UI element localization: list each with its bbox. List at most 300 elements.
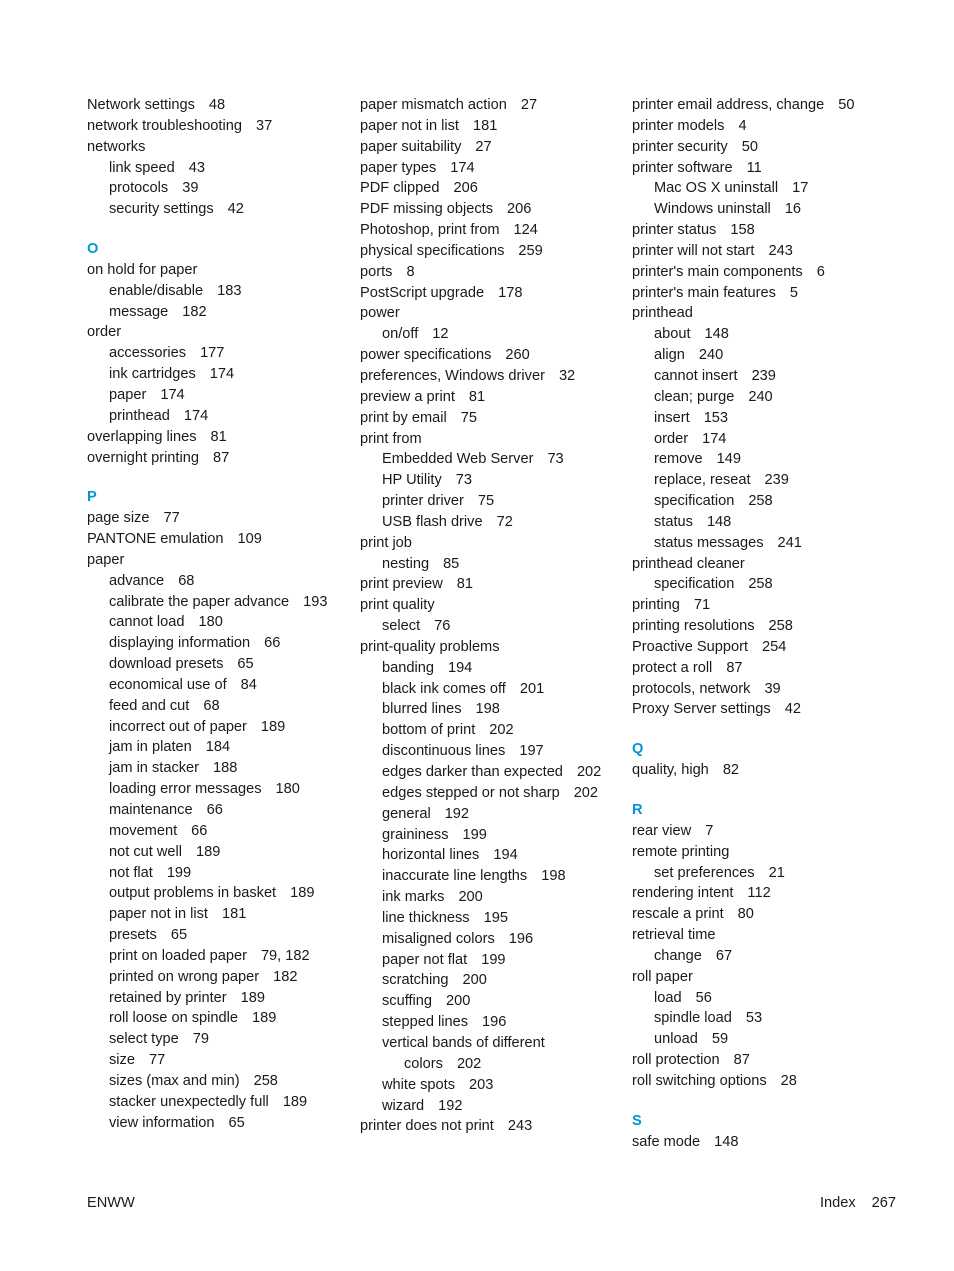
index-entry xyxy=(632,1071,894,1092)
index-entry xyxy=(632,821,894,842)
index-page-ref: 43 xyxy=(188,159,205,176)
index-subentry xyxy=(87,883,349,904)
index-term: print-quality problems xyxy=(360,638,500,655)
index-subentry xyxy=(87,779,349,800)
index-page-ref: 202 xyxy=(489,722,514,739)
index-entry xyxy=(632,658,894,679)
index-term: wizard xyxy=(382,1097,425,1114)
index-page-ref: 5 xyxy=(789,284,799,301)
index-subentry xyxy=(87,1113,349,1134)
index-term: protocols xyxy=(109,180,169,197)
index-term: align xyxy=(654,347,685,364)
index-subentry xyxy=(87,158,349,179)
index-page-ref: 192 xyxy=(444,805,470,822)
index-term: print from xyxy=(360,430,422,447)
index-page-ref: 87 xyxy=(212,449,230,466)
index-term: rear view xyxy=(632,822,692,839)
index-subentry xyxy=(360,616,622,637)
index-page-ref: 8 xyxy=(406,263,415,280)
index-subentry xyxy=(632,449,894,470)
index-page-ref: 202 xyxy=(573,784,599,801)
index-page-ref: 32 xyxy=(558,367,576,384)
index-entry xyxy=(360,637,622,658)
index-page-ref: 73 xyxy=(547,451,564,468)
index-page-ref: 180 xyxy=(198,614,223,631)
index-page-ref: 68 xyxy=(203,697,220,714)
index-page-ref: 240 xyxy=(698,347,724,364)
index-page-ref: 59 xyxy=(711,1031,729,1048)
index-page-ref: 240 xyxy=(748,388,773,405)
index-term: power specifications xyxy=(360,347,492,364)
index-entry xyxy=(360,533,622,554)
index-subentry xyxy=(87,696,349,717)
index-subentry xyxy=(360,554,622,575)
index-page-ref: 81 xyxy=(456,576,473,593)
index-page-ref: 28 xyxy=(780,1072,797,1089)
index-entry xyxy=(360,345,622,366)
index-subentry xyxy=(87,199,349,220)
index-term: on hold for paper xyxy=(87,261,198,278)
index-entry xyxy=(632,241,894,262)
index-page-ref: 258 xyxy=(748,576,773,593)
index-page-ref: 50 xyxy=(741,138,758,155)
index-subentry xyxy=(87,654,349,675)
index-entry xyxy=(87,508,349,529)
index-entry xyxy=(87,260,349,281)
index-entry xyxy=(360,387,622,408)
index-term: insert xyxy=(654,409,690,426)
footer-doc-code: ENWW xyxy=(87,1195,135,1211)
index-term: USB flash drive xyxy=(382,513,483,530)
index-term: printer software xyxy=(632,159,733,176)
index-term: nesting xyxy=(382,555,430,572)
index-page-ref: 199 xyxy=(166,864,192,881)
index-page-ref: 39 xyxy=(764,680,781,697)
index-term: white spots xyxy=(382,1076,456,1093)
index-page-ref: 148 xyxy=(704,326,729,343)
index-entry xyxy=(360,595,622,616)
index-page-ref: 239 xyxy=(751,367,776,384)
index-entry xyxy=(632,842,894,863)
index-subentry xyxy=(87,1071,349,1092)
index-subentry xyxy=(87,364,349,385)
index-page-ref: 206 xyxy=(507,201,532,218)
index-subentry xyxy=(87,821,349,842)
index-entry xyxy=(360,283,622,304)
index-subentry xyxy=(632,533,894,554)
index-term: jam in platen xyxy=(109,739,192,756)
index-page-ref: 66 xyxy=(264,635,281,652)
index-subentry xyxy=(360,950,622,971)
index-page-ref: 27 xyxy=(520,97,538,113)
index-page-ref: 174 xyxy=(183,407,209,424)
index-term: safe mode xyxy=(632,1133,701,1150)
index-term: bottom of print xyxy=(382,722,476,739)
index-page-ref: 112 xyxy=(747,885,771,902)
index-subentry xyxy=(632,408,894,429)
index-entry xyxy=(632,116,894,137)
index-term: order xyxy=(654,430,689,447)
index-term: unload xyxy=(654,1031,698,1048)
index-page-ref: 200 xyxy=(462,972,487,989)
index-subentry xyxy=(87,988,349,1009)
index-term: printer does not print xyxy=(360,1118,494,1135)
index-term: banding xyxy=(382,659,434,676)
index-entry xyxy=(360,303,622,324)
index-page-ref: 75 xyxy=(477,493,495,510)
index-column-2 xyxy=(360,95,622,1137)
index-subentry xyxy=(360,512,622,533)
index-subentry xyxy=(87,343,349,364)
index-term: paper mismatch action xyxy=(360,97,507,113)
index-subentry xyxy=(632,512,894,533)
index-entry xyxy=(632,95,894,116)
index-page-ref: 158 xyxy=(730,222,755,239)
index-page-ref: 73 xyxy=(455,472,472,489)
index-entry xyxy=(360,408,622,429)
index-term: Proactive Support xyxy=(632,638,749,655)
index-subentry xyxy=(360,866,622,887)
index-page-ref: 180 xyxy=(275,781,300,798)
index-subentry xyxy=(632,1029,894,1050)
index-term: PANTONE emulation xyxy=(87,531,224,548)
index-term: misaligned colors xyxy=(382,930,495,947)
index-page-ref: 42 xyxy=(227,201,244,218)
index-page-ref: 16 xyxy=(784,201,802,218)
index-term: printhead xyxy=(632,305,693,322)
index-subentry xyxy=(87,592,349,613)
index-term: rendering intent xyxy=(632,885,734,902)
index-page-ref: 188 xyxy=(213,760,238,777)
index-term: black ink comes off xyxy=(382,680,506,697)
index-page-ref: 68 xyxy=(178,572,195,589)
index-page-ref: 196 xyxy=(508,930,534,947)
index-page-ref: 39 xyxy=(182,180,199,197)
index-subentry xyxy=(360,762,622,783)
index-term: ink marks xyxy=(382,889,445,906)
index-page-ref: 182 xyxy=(182,303,207,320)
index-page-ref: 66 xyxy=(191,822,208,839)
index-page-ref: 241 xyxy=(777,534,802,551)
index-subentry xyxy=(360,470,622,491)
index-entry xyxy=(87,137,349,158)
index-entry xyxy=(360,95,622,116)
index-entry xyxy=(632,679,894,700)
index-subentry xyxy=(632,429,894,450)
index-term: inaccurate line lengths xyxy=(382,868,528,885)
index-term: colors xyxy=(404,1055,443,1072)
index-term: sizes (max and min) xyxy=(109,1072,240,1089)
index-page-ref: 195 xyxy=(483,909,508,926)
index-term: paper xyxy=(87,551,125,568)
index-entry xyxy=(632,137,894,158)
index-term: replace, reseat xyxy=(654,472,751,489)
index-subentry xyxy=(87,842,349,863)
index-page-ref: 194 xyxy=(493,847,518,864)
index-page-ref: 37 xyxy=(255,117,273,134)
index-page-ref: 197 xyxy=(519,743,544,760)
index-term: printing xyxy=(632,597,680,614)
index-term: print quality xyxy=(360,597,435,614)
index-page-ref: 72 xyxy=(496,513,513,530)
index-page-ref: 258 xyxy=(748,493,773,510)
index-term: paper suitability xyxy=(360,138,462,155)
index-entry xyxy=(632,158,894,179)
index-term: printed on wrong paper xyxy=(109,968,260,985)
index-term: quality, high xyxy=(632,762,709,779)
index-subentry xyxy=(632,491,894,512)
index-term: feed and cut xyxy=(109,697,190,714)
index-term: roll paper xyxy=(632,968,693,985)
index-subentry xyxy=(87,612,349,633)
index-subentry xyxy=(87,737,349,758)
index-entry xyxy=(87,116,349,137)
index-subentry xyxy=(87,178,349,199)
index-term: cannot load xyxy=(109,614,185,631)
index-term: spindle load xyxy=(654,1010,732,1027)
index-term: economical use of xyxy=(109,676,227,693)
index-term: Proxy Server settings xyxy=(632,701,771,718)
index-entry xyxy=(87,550,349,571)
index-term: roll loose on spindle xyxy=(109,1010,238,1027)
footer-right xyxy=(820,1192,896,1214)
index-term: preview a print xyxy=(360,388,455,405)
index-subentry xyxy=(360,845,622,866)
index-page-ref: 260 xyxy=(505,347,530,364)
index-letter-heading: Q xyxy=(632,741,644,758)
index-term: Network settings xyxy=(87,97,195,113)
index-page-ref: 77 xyxy=(148,1052,166,1069)
index-page-ref: 198 xyxy=(475,701,500,718)
index-page-ref: 189 xyxy=(240,989,265,1006)
index-subentry xyxy=(360,741,622,762)
index-page-ref: 48 xyxy=(208,97,226,113)
index-page-ref: 243 xyxy=(507,1118,533,1135)
index-term: movement xyxy=(109,822,178,839)
index-page-ref: 124 xyxy=(513,222,538,239)
index-entry xyxy=(360,137,622,158)
index-entry xyxy=(87,448,349,469)
index-page-ref: 199 xyxy=(481,951,506,968)
index-entry xyxy=(632,967,894,988)
index-term: general xyxy=(382,805,431,822)
index-subentry xyxy=(360,970,622,991)
index-entry xyxy=(360,1116,622,1137)
index-page-ref: 174 xyxy=(450,159,475,176)
index-page-ref: 189 xyxy=(252,1010,277,1027)
index-page-ref: 12 xyxy=(432,326,449,343)
index-term: stepped lines xyxy=(382,1014,469,1031)
index-entry xyxy=(632,925,894,946)
index-page-ref: 196 xyxy=(482,1014,507,1031)
index-page-ref: 203 xyxy=(469,1076,494,1093)
index-subentry xyxy=(87,925,349,946)
index-subentry xyxy=(360,1054,622,1075)
index-page-ref: 181 xyxy=(472,117,498,134)
index-page-ref: 192 xyxy=(438,1097,463,1114)
index-subentry xyxy=(360,1075,622,1096)
index-page-ref: 258 xyxy=(253,1072,278,1089)
index-term: PostScript upgrade xyxy=(360,284,485,301)
index-entry xyxy=(360,178,622,199)
index-page-ref: 148 xyxy=(706,513,732,530)
index-subentry xyxy=(632,199,894,220)
index-entry xyxy=(632,595,894,616)
index-term: print on loaded paper xyxy=(109,947,247,964)
index-page-ref: 178 xyxy=(498,284,523,301)
index-entry xyxy=(632,220,894,241)
index-term: load xyxy=(654,989,682,1006)
index-subentry xyxy=(87,675,349,696)
index-subentry xyxy=(632,324,894,345)
index-page-ref: 79 xyxy=(192,1031,209,1048)
index-term: scratching xyxy=(382,972,449,989)
index-entry xyxy=(632,760,894,781)
index-subentry xyxy=(360,1012,622,1033)
index-subentry xyxy=(360,825,622,846)
index-subentry xyxy=(360,887,622,908)
index-subentry xyxy=(632,345,894,366)
index-subentry xyxy=(87,302,349,323)
index-term: incorrect out of paper xyxy=(109,718,247,735)
index-entry xyxy=(360,220,622,241)
index-entry xyxy=(360,574,622,595)
index-term: specification xyxy=(654,493,735,510)
index-page-ref: 87 xyxy=(733,1052,750,1069)
index-page-ref: 7 xyxy=(705,822,714,839)
index-subentry xyxy=(87,1008,349,1029)
index-subentry xyxy=(632,470,894,491)
index-term: paper types xyxy=(360,159,437,176)
index-subentry xyxy=(632,1008,894,1029)
index-subentry xyxy=(87,967,349,988)
index-term: ports xyxy=(360,263,393,280)
index-term: printer driver xyxy=(382,493,464,510)
index-page-ref: 189 xyxy=(196,843,221,860)
index-subentry xyxy=(87,281,349,302)
footer-section-label: Index xyxy=(819,1195,856,1211)
index-term: printhead xyxy=(109,407,170,424)
index-term: print job xyxy=(360,534,412,551)
index-term: not cut well xyxy=(109,843,183,860)
index-page-ref: 182 xyxy=(273,968,298,985)
index-term: printhead cleaner xyxy=(632,555,745,572)
index-page-ref: 84 xyxy=(240,676,257,693)
index-term: link speed xyxy=(109,159,175,176)
index-page-ref: 76 xyxy=(434,618,451,635)
index-term: change xyxy=(654,947,702,964)
index-term: retrieval time xyxy=(632,927,716,944)
index-column-3 xyxy=(632,95,894,1153)
index-subentry xyxy=(360,699,622,720)
index-entry xyxy=(632,1132,894,1153)
index-page-ref: 65 xyxy=(237,656,254,673)
index-term: view information xyxy=(109,1114,215,1131)
index-term: Photoshop, print from xyxy=(360,222,500,239)
index-page-ref: 201 xyxy=(519,680,545,697)
index-subentry xyxy=(360,783,622,804)
index-page-ref: 42 xyxy=(784,701,801,718)
index-page-ref: 174 xyxy=(702,430,727,447)
index-term: line thickness xyxy=(382,909,470,926)
index-subentry xyxy=(87,1092,349,1113)
index-term: status xyxy=(654,513,693,530)
index-subentry xyxy=(360,720,622,741)
footer-left xyxy=(87,1192,135,1214)
index-page-ref: 199 xyxy=(462,826,487,843)
index-entry xyxy=(360,199,622,220)
index-term: PDF clipped xyxy=(360,180,440,197)
index-subentry xyxy=(632,574,894,595)
index-term: specification xyxy=(654,576,735,593)
index-term: network troubleshooting xyxy=(87,117,242,134)
index-subentry xyxy=(360,908,622,929)
index-letter-heading: R xyxy=(632,802,643,818)
index-term: horizontal lines xyxy=(382,847,480,864)
index-page-ref: 66 xyxy=(206,802,223,818)
index-term: Windows uninstall xyxy=(654,201,771,218)
index-page-ref: 174 xyxy=(160,386,185,403)
index-term: set preferences xyxy=(654,864,755,881)
index-subentry xyxy=(87,406,349,427)
index-subentry xyxy=(87,904,349,925)
index-page-ref: 80 xyxy=(737,906,754,923)
index-subentry xyxy=(87,800,349,821)
index-term: overnight printing xyxy=(87,449,199,466)
index-term: cannot insert xyxy=(654,367,738,384)
index-page-ref: 202 xyxy=(456,1055,482,1072)
index-page-ref: 109 xyxy=(237,531,262,548)
index-page-ref: 181 xyxy=(221,906,247,923)
index-page-ref: 77 xyxy=(163,510,180,527)
index-term: paper not flat xyxy=(382,951,468,968)
index-entry xyxy=(360,366,622,387)
index-term: printer security xyxy=(632,138,728,155)
index-term: presets xyxy=(109,927,157,944)
index-subentry xyxy=(632,946,894,967)
index-term: printer's main features xyxy=(632,284,776,301)
index-term: Mac OS X uninstall xyxy=(654,180,779,197)
index-page-ref: 259 xyxy=(518,242,543,259)
index-page-ref: 148 xyxy=(714,1133,739,1150)
index-term: retained by printer xyxy=(109,989,227,1006)
index-entry xyxy=(632,262,894,283)
index-page-ref: 75 xyxy=(460,409,478,426)
index-page-ref: 206 xyxy=(453,180,478,197)
index-term: clean; purge xyxy=(654,388,735,405)
index-column-1 xyxy=(87,95,349,1134)
index-subentry xyxy=(360,491,622,512)
index-page-ref: 67 xyxy=(715,947,733,964)
index-term: about xyxy=(654,326,691,343)
index-term: physical specifications xyxy=(360,242,505,259)
index-subentry xyxy=(87,1029,349,1050)
index-term: printer will not start xyxy=(632,242,755,259)
index-term: paper xyxy=(109,386,147,403)
index-entry xyxy=(632,637,894,658)
index-entry xyxy=(360,241,622,262)
index-term: power xyxy=(360,305,400,322)
index-subentry xyxy=(360,929,622,950)
index-term: select xyxy=(382,618,421,635)
index-entry xyxy=(87,427,349,448)
footer-page-number: 267 xyxy=(871,1195,896,1211)
index-page-ref: 153 xyxy=(703,409,729,426)
index-term: select type xyxy=(109,1031,179,1048)
index-page-ref: 193 xyxy=(303,593,328,610)
index-subentry xyxy=(87,633,349,654)
index-page-ref: 200 xyxy=(446,993,471,1010)
